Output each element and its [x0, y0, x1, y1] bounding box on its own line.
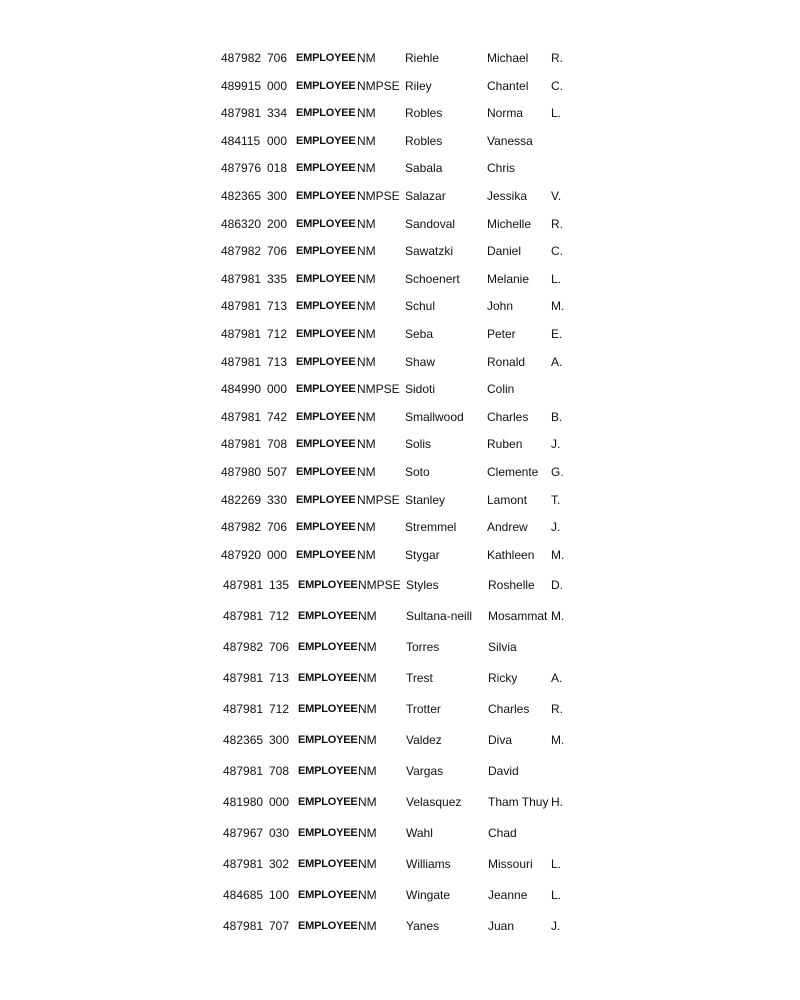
type-label: EMPLOYEE	[296, 190, 356, 202]
last-name: Sabala	[405, 161, 443, 176]
dept-number: 000	[267, 547, 288, 562]
account-code: 487982	[221, 51, 262, 65]
list-item	[0, 792, 800, 812]
dept-number: 708	[269, 764, 290, 778]
middle-initial: L.	[551, 106, 562, 121]
list-item	[0, 854, 800, 874]
list-item	[0, 241, 800, 261]
first-name: Diva	[488, 733, 513, 747]
dept-number: 706	[267, 244, 288, 259]
list-item	[0, 545, 800, 565]
last-name: Shaw	[405, 354, 436, 369]
account-code: 487967	[223, 826, 264, 840]
dept-number: 742	[267, 409, 288, 424]
last-name: Vargas	[406, 764, 444, 778]
middle-initial: M.	[551, 609, 565, 623]
state-label: NM	[357, 299, 376, 314]
dept-number: 706	[267, 51, 288, 65]
type-label: EMPLOYEE	[296, 79, 356, 92]
middle-initial: J.	[551, 919, 561, 933]
middle-initial: L.	[551, 857, 562, 871]
last-name: Stanley	[405, 492, 446, 507]
first-name: Daniel	[487, 244, 522, 259]
middle-initial: D.	[551, 578, 563, 592]
account-code: 487981	[223, 764, 264, 778]
type-label: EMPLOYEE	[298, 641, 358, 653]
middle-initial: M.	[551, 733, 565, 747]
middle-initial: A.	[551, 671, 563, 685]
first-name: Colin	[487, 382, 515, 397]
last-name: Soto	[405, 465, 430, 479]
account-code: 484685	[223, 888, 264, 902]
middle-initial: E.	[551, 327, 563, 341]
state-label: NMPSE	[357, 78, 400, 93]
last-name: Sultana-neill	[406, 609, 473, 623]
middle-initial: M.	[551, 299, 565, 314]
dept-number: 100	[269, 888, 290, 902]
list-item	[0, 76, 800, 96]
type-label: EMPLOYEE	[296, 521, 356, 534]
last-name: Torres	[406, 640, 440, 654]
list-item	[0, 296, 800, 316]
list-item	[0, 131, 800, 151]
list-item	[0, 407, 800, 427]
first-name: Kathleen	[487, 547, 535, 562]
dept-number: 300	[267, 189, 288, 203]
dept-number: 000	[269, 795, 290, 809]
middle-initial: G.	[551, 465, 564, 479]
last-name: Williams	[406, 857, 451, 871]
first-name: Vanessa	[487, 133, 533, 148]
middle-initial: C.	[551, 78, 563, 93]
state-label: NM	[358, 640, 377, 654]
list-item	[0, 48, 800, 68]
first-name: John	[487, 299, 514, 314]
type-label: EMPLOYEE	[296, 328, 356, 340]
dept-number: 507	[267, 465, 288, 479]
state-label: NM	[357, 354, 376, 369]
last-name: Robles	[405, 106, 443, 121]
account-code: 487981	[221, 409, 262, 424]
state-label: NM	[358, 764, 377, 778]
dept-number: 706	[267, 520, 288, 535]
dept-number: 712	[269, 609, 290, 623]
first-name: Peter	[487, 327, 516, 341]
last-name: Yanes	[406, 919, 440, 933]
account-code: 487981	[223, 857, 264, 871]
list-item	[0, 916, 800, 936]
first-name: Ricky	[488, 671, 518, 685]
last-name: Wingate	[406, 888, 451, 902]
type-label: EMPLOYEE	[298, 796, 358, 808]
middle-initial: R.	[551, 216, 563, 231]
dept-number: 018	[267, 161, 288, 176]
type-label: EMPLOYEE	[296, 548, 356, 561]
state-label: NM	[358, 671, 377, 685]
dept-number: 000	[267, 78, 288, 93]
last-name: Schoenert	[405, 271, 460, 286]
type-label: EMPLOYEE	[296, 245, 356, 258]
state-label: NM	[358, 857, 377, 871]
middle-initial: T.	[551, 492, 561, 507]
first-name: Michelle	[487, 216, 532, 231]
state-label: NM	[357, 51, 376, 65]
first-name: Missouri	[488, 857, 533, 871]
middle-initial: R.	[551, 51, 563, 65]
account-code: 487981	[223, 919, 264, 933]
type-label: EMPLOYEE	[298, 889, 358, 901]
first-name: Roshelle	[488, 578, 535, 592]
account-code: 487981	[223, 671, 264, 685]
list-item	[0, 214, 800, 234]
first-name: Charles	[488, 702, 530, 716]
middle-initial: J.	[551, 437, 561, 452]
type-label: EMPLOYEE	[296, 493, 356, 506]
first-name: Jessika	[487, 189, 528, 203]
last-name: Trest	[406, 671, 433, 685]
state-label: NM	[357, 271, 376, 286]
middle-initial: H.	[551, 795, 563, 809]
dept-number: 712	[269, 702, 290, 716]
last-name: Sawatzki	[405, 244, 454, 259]
dept-number: 334	[267, 106, 288, 121]
account-code: 487982	[223, 640, 264, 654]
first-name: David	[488, 764, 519, 778]
account-code: 487981	[223, 578, 264, 592]
state-label: NMPSE	[357, 492, 400, 507]
list-item	[0, 823, 800, 843]
state-label: NM	[358, 826, 377, 840]
account-code: 484115	[221, 133, 261, 148]
last-name: Salazar	[405, 189, 446, 203]
type-label: EMPLOYEE	[298, 827, 358, 839]
dept-number: 000	[267, 133, 288, 148]
list-item	[0, 352, 800, 372]
last-name: Riley	[405, 78, 432, 93]
last-name: Styles	[406, 578, 439, 592]
dept-number: 712	[267, 327, 288, 341]
dept-number: 135	[269, 578, 290, 592]
dept-number: 713	[267, 354, 288, 369]
dept-number: 330	[267, 492, 288, 507]
account-code: 487981	[223, 609, 264, 623]
dept-number: 302	[269, 857, 290, 871]
list-item	[0, 158, 800, 178]
type-label: EMPLOYEE	[296, 438, 356, 451]
type-label: EMPLOYEE	[296, 134, 356, 147]
last-name: Sandoval	[405, 216, 456, 231]
first-name: Jeanne	[488, 888, 528, 902]
last-name: Stygar	[405, 547, 440, 562]
dept-number: 713	[269, 671, 290, 685]
first-name: Michael	[487, 51, 529, 65]
state-label: NM	[357, 133, 376, 148]
state-label: NM	[358, 795, 377, 809]
account-code: 487981	[221, 354, 262, 369]
type-label: EMPLOYEE	[298, 672, 358, 684]
account-code: 481980	[223, 795, 264, 809]
last-name: Solis	[405, 437, 432, 452]
type-label: EMPLOYEE	[298, 734, 358, 746]
dept-number: 200	[267, 216, 288, 231]
type-label: EMPLOYEE	[296, 466, 356, 478]
first-name: Juan	[488, 919, 515, 933]
state-label: NM	[358, 888, 377, 902]
type-label: EMPLOYEE	[296, 217, 356, 230]
middle-initial: L.	[551, 271, 562, 286]
list-item	[0, 103, 800, 123]
last-name: Valdez	[406, 733, 442, 747]
first-name: Tham Thuy	[488, 795, 549, 809]
type-label: EMPLOYEE	[296, 383, 356, 396]
list-item	[0, 517, 800, 537]
account-code: 487976	[221, 161, 262, 176]
list-item	[0, 434, 800, 454]
state-label: NM	[357, 409, 376, 424]
state-label: NMPSE	[358, 578, 401, 592]
dept-number: 713	[267, 299, 288, 314]
first-name: Clemente	[487, 465, 539, 479]
type-label: EMPLOYEE	[298, 858, 358, 870]
account-code: 487981	[221, 327, 262, 341]
dept-number: 000	[267, 382, 288, 397]
type-label: EMPLOYEE	[296, 107, 356, 120]
account-code: 487982	[221, 244, 262, 259]
last-name: Sidoti	[405, 382, 436, 397]
list-item	[0, 761, 800, 781]
type-label: EMPLOYEE	[296, 162, 356, 175]
account-code: 487981	[221, 271, 262, 286]
account-code: 487981	[223, 702, 264, 716]
list-item	[0, 324, 800, 344]
middle-initial: C.	[551, 244, 563, 259]
first-name: Chantel	[487, 78, 529, 93]
state-label: NM	[357, 327, 376, 341]
middle-initial: V.	[551, 189, 562, 203]
dept-number: 707	[269, 919, 290, 933]
middle-initial: B.	[551, 409, 563, 424]
state-label: NMPSE	[357, 382, 400, 397]
last-name: Smallwood	[405, 409, 464, 424]
middle-initial: A.	[551, 354, 563, 369]
list-item	[0, 379, 800, 399]
state-label: NM	[357, 547, 376, 562]
list-item	[0, 575, 800, 595]
first-name: Ruben	[487, 437, 523, 452]
middle-initial: J.	[551, 520, 561, 535]
list-item	[0, 269, 800, 289]
list-item	[0, 668, 800, 688]
first-name: Charles	[487, 409, 529, 424]
account-code: 487982	[221, 520, 262, 535]
type-label: EMPLOYEE	[296, 300, 356, 313]
account-code: 487920	[221, 547, 262, 562]
list-item	[0, 699, 800, 719]
last-name: Trotter	[406, 702, 441, 716]
last-name: Stremmel	[405, 520, 457, 535]
account-code: 487981	[221, 299, 262, 314]
state-label: NM	[357, 520, 376, 535]
last-name: Seba	[405, 327, 434, 341]
state-label: NM	[358, 733, 377, 747]
state-label: NM	[357, 465, 376, 479]
state-label: NM	[357, 106, 376, 121]
list-item	[0, 462, 800, 482]
first-name: Ronald	[487, 354, 526, 369]
dept-number: 335	[267, 271, 288, 286]
account-code: 487981	[221, 437, 262, 452]
account-code: 482365	[221, 189, 262, 203]
list-item	[0, 606, 800, 626]
first-name: Andrew	[487, 520, 528, 535]
type-label: EMPLOYEE	[298, 703, 358, 715]
dept-number: 300	[269, 733, 290, 747]
first-name: Norma	[487, 106, 524, 121]
state-label: NM	[358, 919, 377, 933]
list-item	[0, 730, 800, 750]
type-label: EMPLOYEE	[296, 355, 356, 368]
state-label: NM	[357, 216, 376, 231]
dept-number: 030	[269, 826, 290, 840]
account-code: 482269	[221, 492, 262, 507]
account-code: 489915	[221, 78, 262, 93]
type-label: EMPLOYEE	[298, 579, 358, 591]
type-label: EMPLOYEE	[298, 610, 358, 622]
last-name: Schul	[405, 299, 436, 314]
state-label: NM	[357, 244, 376, 259]
dept-number: 708	[267, 437, 288, 452]
last-name: Riehle	[405, 51, 440, 65]
type-label: EMPLOYEE	[298, 765, 358, 777]
first-name: Lamont	[487, 492, 528, 507]
list-item	[0, 637, 800, 657]
list-item	[0, 186, 800, 206]
state-label: NMPSE	[357, 189, 400, 203]
middle-initial: R.	[551, 702, 563, 716]
first-name: Melanie	[487, 271, 530, 286]
state-label: NM	[357, 161, 376, 176]
first-name: Chad	[488, 826, 517, 840]
state-label: NM	[358, 609, 377, 623]
account-code: 487980	[221, 465, 262, 479]
type-label: EMPLOYEE	[296, 52, 356, 64]
first-name: Mosammat	[488, 609, 548, 623]
account-code: 482365	[223, 733, 264, 747]
state-label: NM	[357, 437, 376, 452]
type-label: EMPLOYEE	[296, 410, 356, 423]
last-name: Robles	[405, 133, 443, 148]
dept-number: 706	[269, 640, 290, 654]
last-name: Wahl	[406, 826, 433, 840]
last-name: Velasquez	[406, 795, 462, 809]
type-label: EMPLOYEE	[298, 920, 358, 932]
type-label: EMPLOYEE	[296, 272, 356, 285]
list-item	[0, 490, 800, 510]
state-label: NM	[358, 702, 377, 716]
list-item	[0, 885, 800, 905]
middle-initial: L.	[551, 888, 562, 902]
first-name: Chris	[487, 161, 516, 176]
middle-initial: M.	[551, 547, 565, 562]
account-code: 486320	[221, 216, 262, 231]
first-name: Silvia	[488, 640, 517, 654]
account-code: 484990	[221, 382, 262, 397]
account-code: 487981	[221, 106, 262, 121]
